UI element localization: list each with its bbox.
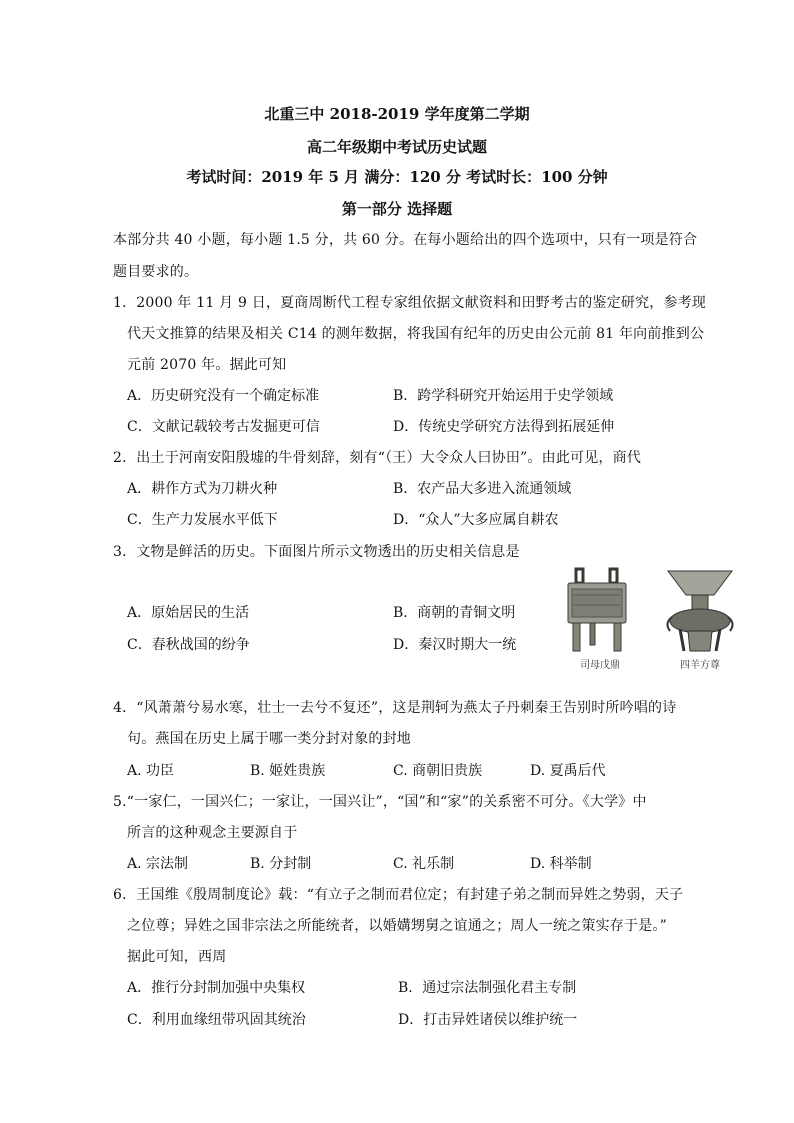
question-2-option-c[interactable]: C．生产力发展水平低下 [127, 512, 278, 528]
question-5-option-d[interactable]: D. 科举制 [530, 856, 592, 872]
question-6-stem-line-2: 之位尊；异姓之国非宗法之所能统者，以婚媾甥舅之谊通之；周人一统之策实存于是。” [127, 918, 667, 934]
instructions-line-2: 题目要求的。 [113, 264, 199, 280]
four-goat-zun-image [667, 571, 732, 651]
school-term-title: 北重三中 2018-2019 学年度第二学期 [264, 105, 530, 123]
question-3-option-c[interactable]: C．春秋战国的纷争 [127, 637, 250, 653]
question-5-stem-line-2: 所言的这种观念主要源自于 [127, 825, 298, 841]
question-1-stem-line-3: 元前 2070 年。据此可知 [127, 357, 287, 373]
bronze-vessels-illustration [560, 565, 740, 660]
artifact-figure [560, 565, 740, 675]
question-6-stem-line-1: 6．王国维《殷周制度论》载：“有立子之制而君位定；有封建子弟之制而异姓之势弱，天子 [113, 887, 684, 903]
simuwu-ding-image [568, 569, 626, 651]
question-3-option-a[interactable]: A．原始居民的生活 [127, 605, 250, 621]
question-6-option-c[interactable]: C．利用血缘纽带巩固其统治 [127, 1012, 306, 1028]
question-4-option-c[interactable]: C. 商朝旧贵族 [393, 763, 483, 779]
question-3-option-b[interactable]: B．商朝的青铜文明 [393, 605, 516, 621]
instructions-line-1: 本部分共 40 小题，每小题 1.5 分，共 60 分。在每小题给出的四个选项中，只有一项是符合 [113, 232, 698, 248]
question-4-option-d[interactable]: D. 夏禹后代 [530, 763, 606, 779]
figure-caption-simuwu-ding: 司母戊鼎 [580, 660, 620, 671]
question-1-stem-line-1: 1．2000 年 11 月 9 日，夏商周断代工程专家组依据文献资料和田野考古的鉴定研究，参考现 [113, 295, 707, 311]
question-2-option-b[interactable]: B．农产品大多进入流通领域 [393, 481, 572, 497]
question-6-option-a[interactable]: A．推行分封制加强中央集权 [127, 980, 306, 996]
question-4-option-a[interactable]: A. 功臣 [127, 763, 175, 779]
question-6-stem-line-3: 据此可知，西周 [127, 949, 227, 965]
exam-info: 考试时间：2019 年 5 月 满分：120 分 考试时长：100 分钟 [186, 168, 608, 186]
question-6-option-d[interactable]: D．打击异姓诸侯以维护统一 [398, 1012, 578, 1028]
question-1-option-a[interactable]: A．历史研究没有一个确定标准 [127, 388, 320, 404]
question-2-option-a[interactable]: A．耕作方式为刀耕火种 [127, 481, 278, 497]
figure-caption-four-goat-zun: 四羊方尊 [680, 660, 720, 671]
question-5-option-b[interactable]: B. 分封制 [250, 856, 312, 872]
question-5-stem-line-1: 5.“一家仁，一国兴仁；一家让，一国兴让”，“国”和“家”的关系密不可分。《大学》中 [113, 794, 647, 810]
question-1-stem-line-2: 代天文推算的结果及相关 C14 的测年数据，将我国有纪年的历史由公元前 81 年向前推到公 [127, 326, 705, 342]
question-5-option-c[interactable]: C. 礼乐制 [393, 856, 455, 872]
question-1-option-b[interactable]: B．跨学科研究开始运用于史学领域 [393, 388, 614, 404]
question-1-option-c[interactable]: C．文献记载较考古发掘更可信 [127, 419, 320, 435]
part-title: 第一部分 选择题 [341, 200, 453, 218]
question-3-stem-line-1: 3．文物是鲜活的历史。下面图片所示文物透出的历史相关信息是 [113, 544, 520, 560]
exam-title: 高二年级期中考试历史试题 [306, 138, 487, 156]
question-1-option-d[interactable]: D．传统史学研究方法得到拓展延伸 [393, 419, 615, 435]
question-4-option-b[interactable]: B. 姬姓贵族 [250, 763, 326, 779]
question-2-option-d[interactable]: D．“众人”大多应属自耕农 [393, 512, 559, 528]
question-4-stem-line-2: 句。燕国在历史上属于哪一类分封对象的封地 [127, 731, 411, 747]
question-5-option-a[interactable]: A. 宗法制 [127, 856, 189, 872]
question-3-option-d[interactable]: D．秦汉时期大一统 [393, 637, 517, 653]
question-6-option-b[interactable]: B．通过宗法制强化君主专制 [398, 980, 577, 996]
question-4-stem-line-1: 4．“风萧萧兮易水寒，壮士一去兮不复还”，这是荆轲为燕太子丹刺秦王告别时所吟唱的诗 [113, 700, 677, 716]
question-2-stem-line-1: 2．出土于河南安阳殷墟的牛骨刻辞，刻有“（王）大令众人曰协田”。由此可见，商代 [113, 450, 642, 466]
